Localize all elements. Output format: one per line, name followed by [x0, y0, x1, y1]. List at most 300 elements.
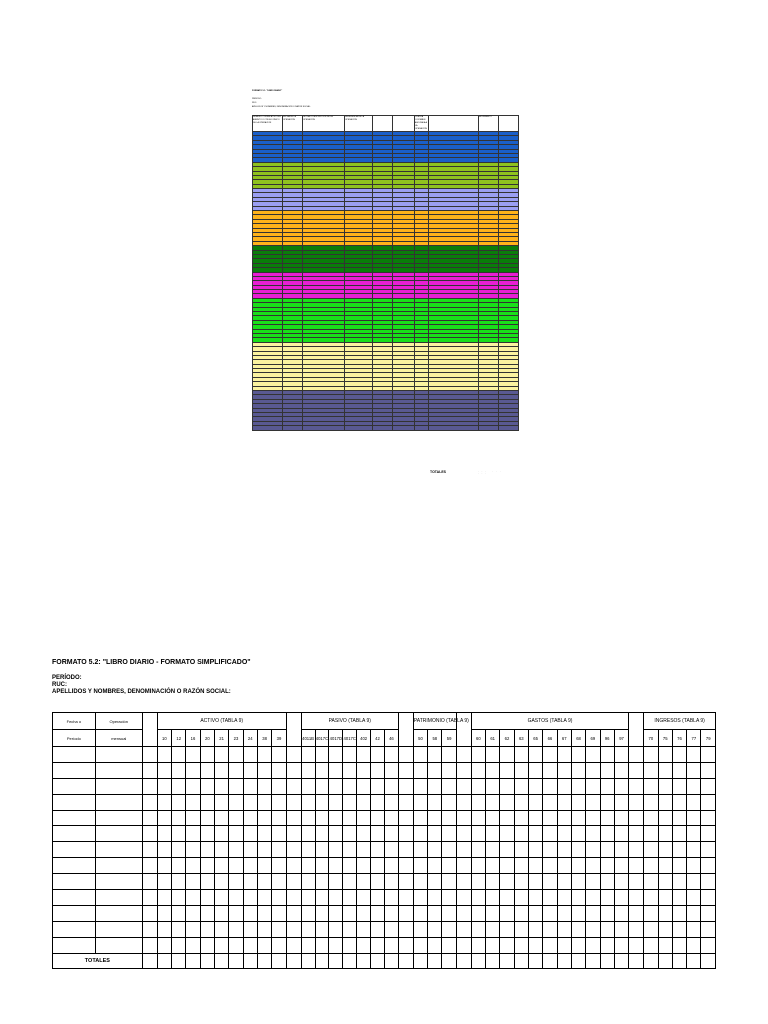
- table-cell: [343, 858, 357, 874]
- totales-cell: [456, 953, 471, 968]
- table-row: [53, 921, 716, 937]
- table-cell: [329, 794, 343, 810]
- table-cell: [543, 890, 557, 906]
- account-code: 21: [214, 730, 228, 747]
- table-cell: [157, 937, 171, 953]
- table-cell: [200, 874, 214, 890]
- table-cell: [398, 858, 413, 874]
- table-cell: [413, 874, 427, 890]
- table-cell: [301, 937, 315, 953]
- table-cell: [571, 842, 585, 858]
- totales-cell: [343, 953, 357, 968]
- table-cell: [658, 778, 672, 794]
- table-cell: [614, 810, 628, 826]
- libro-diario-simplificado-table: [52, 712, 716, 969]
- table-cell: [500, 810, 514, 826]
- table-cell: [687, 842, 701, 858]
- table-cell: [243, 842, 257, 858]
- table-cell: [486, 921, 500, 937]
- table-cell: [286, 874, 301, 890]
- group-spacer: [629, 713, 644, 747]
- table-cell: [557, 842, 571, 858]
- table-cell: [614, 874, 628, 890]
- table-cell: [644, 905, 658, 921]
- account-code: 79: [701, 730, 716, 747]
- table-cell: [229, 858, 243, 874]
- table-cell: [343, 794, 357, 810]
- totales-cell: [384, 953, 398, 968]
- table-cell: [486, 794, 500, 810]
- table-cell: [214, 778, 228, 794]
- table-cell: [614, 747, 628, 763]
- table-cell: [586, 762, 600, 778]
- table-cell: [672, 842, 686, 858]
- account-code: 16: [186, 730, 200, 747]
- table-cell: [644, 842, 658, 858]
- table-cell: [315, 810, 329, 826]
- table-cell: [384, 858, 398, 874]
- table-cell: [229, 842, 243, 858]
- table-cell: [571, 794, 585, 810]
- table-cell: [257, 937, 271, 953]
- table-cell: [514, 905, 528, 921]
- table-cell: [384, 762, 398, 778]
- table-cell: [172, 921, 186, 937]
- account-code: 20: [200, 730, 214, 747]
- table-cell: [357, 747, 371, 763]
- table-cell: [95, 810, 142, 826]
- table-cell: [398, 794, 413, 810]
- table-cell: [229, 826, 243, 842]
- account-code: 62: [500, 730, 514, 747]
- table-cell: [172, 858, 186, 874]
- table-cell: [200, 778, 214, 794]
- table-cell: [557, 890, 571, 906]
- table-cell: [600, 858, 614, 874]
- table-cell: [172, 842, 186, 858]
- table-cell: [428, 778, 442, 794]
- table-cell: [644, 921, 658, 937]
- table-cell: [186, 794, 200, 810]
- table-cell: [286, 747, 301, 763]
- table-cell: [200, 937, 214, 953]
- table-cell: [315, 747, 329, 763]
- table-cell: [428, 747, 442, 763]
- table-cell: [413, 890, 427, 906]
- table-cell: [658, 858, 672, 874]
- totales-cell: [398, 953, 413, 968]
- account-code: 59: [442, 730, 456, 747]
- table-cell: [500, 747, 514, 763]
- table-cell: [413, 937, 427, 953]
- table-cell: [95, 762, 142, 778]
- table-cell: [644, 778, 658, 794]
- table-cell: [658, 747, 672, 763]
- table-cell: [629, 921, 644, 937]
- table-cell: [95, 778, 142, 794]
- table-cell: [672, 826, 686, 842]
- table-cell: [571, 905, 585, 921]
- table-cell: [571, 747, 585, 763]
- totales-cell: [200, 953, 214, 968]
- table-cell: [371, 810, 385, 826]
- table-cell: [543, 794, 557, 810]
- table-cell: [286, 905, 301, 921]
- table-row: [53, 890, 716, 906]
- top-header-cell: [499, 116, 519, 132]
- table-cell: [644, 858, 658, 874]
- table-cell: [442, 826, 456, 842]
- table-cell: [343, 905, 357, 921]
- table-cell: [371, 826, 385, 842]
- table-cell: [629, 937, 644, 953]
- top-ledger-body: [253, 132, 519, 431]
- table-cell: [329, 905, 343, 921]
- table-cell: [272, 842, 286, 858]
- table-cell: [471, 747, 485, 763]
- table-cell: [514, 858, 528, 874]
- table-cell: [371, 778, 385, 794]
- ruc-label: RUC:: [52, 682, 67, 688]
- table-cell: [543, 826, 557, 842]
- table-row: [53, 794, 716, 810]
- top-header-cell: [393, 116, 415, 132]
- table-cell: [687, 810, 701, 826]
- account-code: 10: [157, 730, 171, 747]
- table-cell: [257, 794, 271, 810]
- totales-cell: [644, 953, 658, 968]
- table-cell: [157, 921, 171, 937]
- table-cell: [371, 905, 385, 921]
- table-cell: [398, 921, 413, 937]
- account-code: 38: [257, 730, 271, 747]
- table-cell: [371, 842, 385, 858]
- col-operacion-header-2: mensual: [95, 730, 142, 747]
- table-cell: [644, 874, 658, 890]
- table-cell: [301, 890, 315, 906]
- table-cell: [257, 905, 271, 921]
- table-cell: [229, 747, 243, 763]
- table-cell: [672, 874, 686, 890]
- top-title: FORMATO 5.1: "LIBRO DIARIO": [252, 90, 283, 92]
- top-ledger-cell: [479, 426, 499, 430]
- table-cell: [471, 826, 485, 842]
- table-cell: [229, 810, 243, 826]
- table-cell: [329, 826, 343, 842]
- table-cell: [687, 747, 701, 763]
- account-code: 66: [543, 730, 557, 747]
- account-code: 42: [371, 730, 385, 747]
- table-cell: [315, 762, 329, 778]
- table-cell: [301, 874, 315, 890]
- table-cell: [357, 842, 371, 858]
- table-cell: [701, 921, 716, 937]
- table-cell: [142, 937, 157, 953]
- table-cell: [286, 858, 301, 874]
- table-cell: [157, 762, 171, 778]
- table-cell: [614, 842, 628, 858]
- table-cell: [286, 762, 301, 778]
- table-cell: [500, 762, 514, 778]
- table-cell: [172, 874, 186, 890]
- table-cell: [557, 858, 571, 874]
- totales-cell: [442, 953, 456, 968]
- table-cell: [186, 810, 200, 826]
- col-operacion-header: Operación: [95, 713, 142, 730]
- table-cell: [672, 890, 686, 906]
- top-header-cell: FECHA DE LA OPERACIÓN: [283, 116, 303, 132]
- table-cell: [257, 747, 271, 763]
- table-cell: [272, 921, 286, 937]
- table-cell: [629, 826, 644, 842]
- table-cell: [315, 874, 329, 890]
- table-cell: [200, 890, 214, 906]
- table-cell: [442, 874, 456, 890]
- table-cell: [600, 874, 614, 890]
- table-cell: [687, 874, 701, 890]
- table-cell: [701, 762, 716, 778]
- table-cell: [557, 826, 571, 842]
- table-cell: [243, 778, 257, 794]
- table-cell: [142, 874, 157, 890]
- table-cell: [600, 794, 614, 810]
- table-cell: [200, 747, 214, 763]
- table-cell: [157, 794, 171, 810]
- table-cell: [186, 921, 200, 937]
- table-cell: [214, 937, 228, 953]
- top-header-cell: MOVIMIENTO: [479, 116, 499, 132]
- top-totales-label: TOTALES: [430, 470, 447, 474]
- top-header-cell: GLOSA O DESCRIPCIÓN DE LA OPERACIÓN: [303, 116, 345, 132]
- table-cell: [357, 794, 371, 810]
- table-cell: [543, 937, 557, 953]
- table-cell: [456, 858, 471, 874]
- table-cell: [157, 874, 171, 890]
- table-cell: [528, 874, 542, 890]
- totales-cell: [471, 953, 485, 968]
- table-cell: [157, 858, 171, 874]
- table-cell: [428, 762, 442, 778]
- table-cell: [172, 810, 186, 826]
- table-cell: [315, 826, 329, 842]
- table-cell: [658, 842, 672, 858]
- account-code: 402: [357, 730, 371, 747]
- table-cell: [528, 747, 542, 763]
- table-cell: [442, 794, 456, 810]
- account-code: 60: [471, 730, 485, 747]
- table-cell: [543, 778, 557, 794]
- totales-cell: [514, 953, 528, 968]
- table-cell: [701, 842, 716, 858]
- table-cell: [442, 747, 456, 763]
- top-periodo: PERIODO:: [252, 98, 262, 100]
- table-cell: [272, 778, 286, 794]
- table-cell: [343, 778, 357, 794]
- table-cell: [301, 747, 315, 763]
- table-cell: [543, 762, 557, 778]
- table-cell: [343, 842, 357, 858]
- table-cell: [257, 921, 271, 937]
- table-cell: [371, 762, 385, 778]
- table-cell: [257, 842, 271, 858]
- top-header-cell: NÚMERO CORRELATIVO DEL ASIENTO O CÓDIGO ÚNICO DE LA OPERACIÓN: [253, 116, 283, 132]
- razon-social-label: APELLIDOS Y NOMBRES, DENOMINACIÓN O RAZÓN SOCIAL:: [52, 689, 231, 695]
- table-cell: [53, 794, 96, 810]
- top-ledger-cell: [253, 426, 283, 430]
- table-cell: [384, 905, 398, 921]
- table-cell: [586, 778, 600, 794]
- table-cell: [471, 905, 485, 921]
- top-ledger-table: [252, 115, 519, 431]
- table-cell: [214, 890, 228, 906]
- table-cell: [172, 794, 186, 810]
- table-cell: [486, 890, 500, 906]
- account-code: 4017D: [329, 730, 343, 747]
- table-cell: [571, 874, 585, 890]
- table-cell: [257, 810, 271, 826]
- table-cell: [456, 921, 471, 937]
- table-cell: [301, 842, 315, 858]
- table-cell: [172, 826, 186, 842]
- table-cell: [329, 762, 343, 778]
- table-cell: [172, 762, 186, 778]
- table-cell: [514, 890, 528, 906]
- top-ledger-cell: [415, 426, 429, 430]
- totales-cell: [257, 953, 271, 968]
- table-cell: [301, 810, 315, 826]
- table-cell: [514, 810, 528, 826]
- table-cell: [243, 921, 257, 937]
- table-cell: [53, 826, 96, 842]
- table-cell: [442, 921, 456, 937]
- table-cell: [343, 762, 357, 778]
- table-cell: [384, 874, 398, 890]
- table-cell: [514, 874, 528, 890]
- table-cell: [687, 890, 701, 906]
- table-cell: [272, 747, 286, 763]
- table-cell: [500, 858, 514, 874]
- top-ledger-cell: [345, 426, 373, 430]
- table-cell: [243, 810, 257, 826]
- table-cell: [557, 794, 571, 810]
- table-cell: [500, 778, 514, 794]
- table-cell: [315, 842, 329, 858]
- header-row-groups: [53, 713, 716, 730]
- table-cell: [357, 826, 371, 842]
- table-cell: [357, 874, 371, 890]
- table-cell: [614, 778, 628, 794]
- table-cell: [486, 747, 500, 763]
- table-cell: [428, 874, 442, 890]
- table-cell: [229, 921, 243, 937]
- account-code: 4011B: [301, 730, 315, 747]
- table-cell: [315, 794, 329, 810]
- table-cell: [456, 890, 471, 906]
- table-cell: [301, 905, 315, 921]
- top-header-cell: CUENTA CONTABLE ASOCIADA A LA OPERACIÓN: [415, 116, 428, 130]
- top-header-cell: [429, 116, 479, 132]
- table-cell: [687, 905, 701, 921]
- periodo-label: PERÍODO:: [52, 675, 82, 681]
- table-cell: [257, 826, 271, 842]
- table-cell: [214, 747, 228, 763]
- table-cell: [157, 747, 171, 763]
- totales-cell: [301, 953, 315, 968]
- totales-cell: [672, 953, 686, 968]
- table-cell: [343, 937, 357, 953]
- table-cell: [586, 826, 600, 842]
- table-cell: [500, 937, 514, 953]
- table-cell: [343, 874, 357, 890]
- table-cell: [214, 810, 228, 826]
- table-cell: [543, 747, 557, 763]
- totales-cell: [658, 953, 672, 968]
- table-cell: [186, 890, 200, 906]
- account-code: 63: [514, 730, 528, 747]
- table-cell: [315, 858, 329, 874]
- table-cell: [384, 747, 398, 763]
- table-cell: [214, 905, 228, 921]
- table-cell: [614, 762, 628, 778]
- table-cell: [384, 921, 398, 937]
- table-cell: [658, 762, 672, 778]
- group-spacer: [286, 713, 301, 747]
- table-cell: [557, 937, 571, 953]
- table-cell: [229, 778, 243, 794]
- table-cell: [600, 937, 614, 953]
- table-cell: [371, 921, 385, 937]
- col-fecha-header-2: Período: [53, 730, 96, 747]
- table-cell: [644, 762, 658, 778]
- table-cell: [543, 874, 557, 890]
- top-ledger-cell: [429, 426, 479, 430]
- table-cell: [413, 794, 427, 810]
- table-cell: [557, 921, 571, 937]
- table-cell: [514, 826, 528, 842]
- table-cell: [142, 826, 157, 842]
- table-cell: [614, 905, 628, 921]
- table-cell: [272, 826, 286, 842]
- table-cell: [272, 762, 286, 778]
- table-cell: [442, 842, 456, 858]
- totales-cell: [172, 953, 186, 968]
- top-header-cell: [373, 116, 393, 132]
- account-code: 65: [528, 730, 542, 747]
- table-cell: [528, 858, 542, 874]
- group-header: INGRESOS (TABLA 9): [644, 713, 716, 730]
- table-cell: [257, 858, 271, 874]
- table-cell: [315, 905, 329, 921]
- table-cell: [301, 858, 315, 874]
- table-cell: [701, 905, 716, 921]
- table-cell: [428, 842, 442, 858]
- table-cell: [687, 826, 701, 842]
- totales-cell: [586, 953, 600, 968]
- table-cell: [456, 810, 471, 826]
- table-cell: [528, 778, 542, 794]
- table-cell: [186, 778, 200, 794]
- table-cell: [514, 762, 528, 778]
- account-code: 75: [658, 730, 672, 747]
- table-cell: [95, 858, 142, 874]
- table-cell: [186, 937, 200, 953]
- table-cell: [357, 890, 371, 906]
- table-cell: [398, 826, 413, 842]
- top-header-cell: REFERENCIA DE LA OPERACIÓN: [345, 116, 373, 132]
- table-cell: [315, 778, 329, 794]
- table-cell: [600, 921, 614, 937]
- table-cell: [586, 858, 600, 874]
